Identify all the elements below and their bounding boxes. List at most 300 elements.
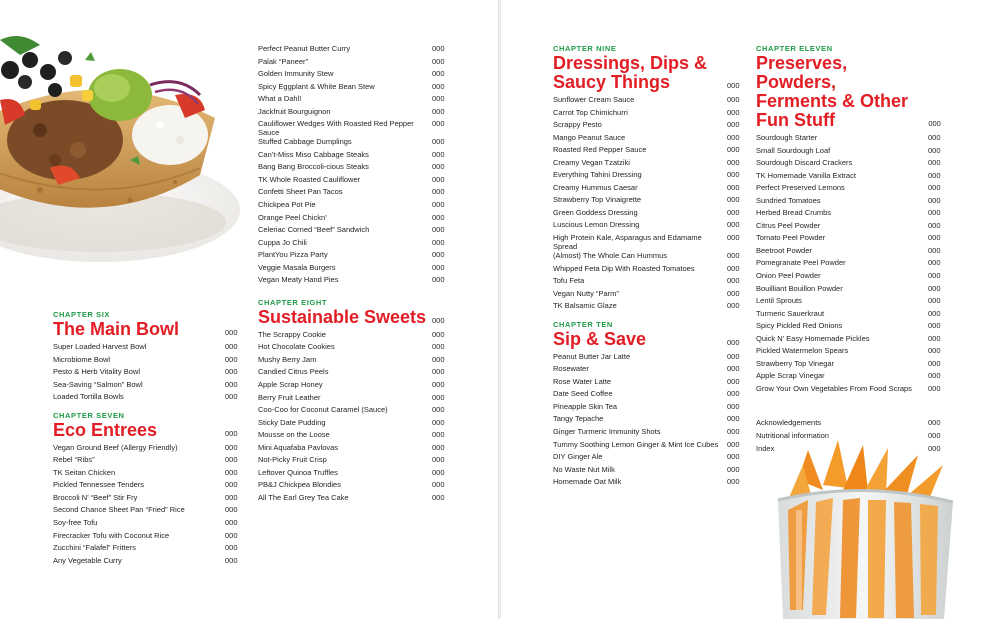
page-number: 000 (225, 428, 238, 438)
entry-title: Pineapple Skin Tea (553, 401, 618, 411)
entry-title: Vegan Ground Beef (Allergy Friendly) (53, 442, 178, 452)
entry-title: Green Goddess Dressing (553, 207, 638, 217)
entry-title: Creamy Hummus Caesar (553, 182, 638, 192)
page-number: 000 (432, 212, 445, 222)
page-number: 000 (432, 367, 445, 377)
column-3 (553, 44, 743, 490)
entry-title: Candied Citrus Peels (258, 367, 329, 377)
entry-title: Coo-Coo for Coconut Caramel (Sauce) (258, 405, 388, 415)
page-number: 000 (928, 283, 941, 293)
entry-title: Sunflower Cream Sauce (553, 95, 635, 104)
page-number: 000 (432, 162, 445, 172)
toc-entry (258, 480, 448, 493)
column-1 (53, 310, 241, 568)
toc-entry (553, 264, 743, 277)
entry-title: Mushy Berry Jam (258, 354, 317, 364)
toc-entry (258, 405, 448, 418)
chapter-eleven-section (756, 44, 944, 396)
page-number: 000 (727, 414, 740, 424)
toc-entry (258, 94, 448, 107)
entry-title: Beetroot Powder (756, 245, 812, 255)
toc-entry (756, 233, 944, 246)
toc-entry (553, 414, 743, 427)
page-number: 000 (432, 430, 445, 440)
page-number: 000 (727, 477, 740, 487)
entry-title: Tomato Peel Powder (756, 233, 826, 243)
toc-entry (756, 321, 944, 334)
page-number: 000 (432, 149, 445, 159)
chapter-label: CHAPTER ELEVEN (756, 44, 833, 53)
entry-title: Hot Chocolate Cookies (258, 342, 335, 352)
page-number: 000 (727, 207, 740, 217)
entry-title: Sundried Tomatoes (756, 195, 821, 205)
toc-entry (553, 120, 743, 133)
toc-entry (553, 183, 743, 196)
entry-title: Ginger Turmeric Immunity Shots (553, 427, 661, 437)
page-number: 000 (928, 443, 941, 453)
page-number: 000 (432, 492, 445, 502)
entry-title: Cuppa Jo Chili (258, 237, 307, 247)
chapter-six-section (53, 310, 241, 405)
page-number: 000 (727, 301, 740, 311)
chapter-title-line: Saucy Things (553, 72, 671, 92)
entry-title: Tangy Tepache (553, 414, 604, 424)
page-number: 000 (432, 405, 445, 415)
chapter-title (553, 330, 646, 349)
entry-title: Citrus Peel Powder (756, 220, 821, 230)
page-number: 000 (928, 233, 941, 243)
toc-entry (258, 393, 448, 406)
entry-title: Apple Scrap Vinegar (756, 371, 825, 381)
toc-entry (553, 289, 743, 302)
toc-entry (258, 137, 448, 150)
toc-entry (258, 57, 448, 70)
toc-entry (553, 158, 743, 171)
toc-entry (756, 334, 944, 347)
toc-entry (756, 221, 944, 234)
entry-title: Pickled Watermelon Spears (756, 346, 849, 356)
toc-entry (53, 342, 241, 355)
toc-entry (756, 284, 944, 297)
page-number: 000 (225, 328, 238, 337)
entry-title: Acknowledgements (756, 418, 822, 428)
toc-entry (258, 367, 448, 380)
page-number: 000 (727, 157, 740, 167)
page-number: 000 (432, 174, 445, 184)
entry-title: PB&J Chickpea Blondies (258, 480, 341, 490)
toc-entry (53, 480, 241, 493)
toc-entry (553, 95, 743, 108)
page-number: 000 (432, 392, 445, 402)
page-number: 000 (928, 321, 941, 331)
page-number: 000 (727, 81, 740, 90)
toc-entry (258, 330, 448, 343)
entry-title: Rose Water Latte (553, 376, 612, 386)
toc-entry (553, 440, 743, 453)
entry-title: Orange Peel Chickn’ (258, 212, 327, 222)
chapter-label: CHAPTER EIGHT (258, 297, 328, 307)
page-number: 000 (727, 452, 740, 462)
entry-title: Sourdough Starter (756, 133, 818, 142)
chapter-label: CHAPTER SEVEN (53, 410, 125, 420)
page-number: 000 (928, 431, 941, 441)
page-number: 000 (432, 455, 445, 465)
page-number: 000 (727, 145, 740, 155)
toc-entry (258, 200, 448, 213)
page-number: 000 (727, 220, 740, 230)
page-number: 000 (727, 107, 740, 117)
toc-entry (553, 208, 743, 221)
page-number: 000 (727, 439, 740, 449)
entry-title: Small Sourdough Loaf (756, 145, 831, 155)
entry-title: Not-Picky Fruit Crisp (258, 455, 327, 465)
page-number: 000 (432, 137, 445, 147)
entry-title: Veggie Masala Burgers (258, 262, 336, 272)
page-number: 000 (928, 220, 941, 230)
chapter-title (553, 54, 707, 92)
page-number: 000 (432, 56, 445, 66)
chapter-title-line: Ferments & Other (756, 91, 909, 111)
page-number: 000 (928, 358, 941, 368)
page-number: 000 (432, 380, 445, 390)
entry-title: Mini Aquafaba Pavlovas (258, 442, 339, 452)
page-number: 000 (432, 44, 445, 53)
entry-title: Sourdough Discard Crackers (756, 158, 853, 168)
column-2 (258, 44, 448, 506)
page-number: 000 (928, 145, 941, 155)
page-number: 000 (225, 467, 238, 477)
entry-title: Strawberry Top Vinaigrette (553, 195, 642, 205)
page-number: 000 (928, 170, 941, 180)
page-number: 000 (928, 245, 941, 255)
page-number: 000 (727, 351, 740, 361)
page-number: 000 (432, 200, 445, 210)
page-number: 000 (225, 555, 238, 565)
page-number: 000 (928, 133, 941, 142)
page-number: 000 (225, 543, 238, 553)
entry-title: Mousse on the Loose (258, 430, 330, 440)
chapter-label: CHAPTER TEN (553, 319, 613, 329)
entry-title: Perfect Peanut Butter Curry (258, 44, 351, 53)
page-number: 000 (432, 262, 445, 272)
page-number: 000 (928, 296, 941, 306)
toc-entry (756, 346, 944, 359)
page-number: 000 (432, 237, 445, 247)
page-number: 000 (928, 308, 941, 318)
entry-title: Whipped Feta Dip With Roasted Tomatoes (553, 263, 695, 273)
entry-title: TK Whole Roasted Cauliflower (258, 174, 361, 184)
entry-title: Vegan Meaty Hand Pies (258, 275, 339, 285)
toc-entry (756, 371, 944, 384)
toc-entry (258, 455, 448, 468)
entry-title: Peanut Butter Jar Latte (553, 351, 631, 361)
entry-title: Rosewater (553, 364, 589, 374)
page-number: 000 (727, 195, 740, 205)
toc-entry (258, 119, 448, 137)
toc-entry (53, 556, 241, 569)
toc-entry (258, 263, 448, 276)
entry-title: Rebel “Ribs” (53, 455, 95, 465)
toc-entry (553, 108, 743, 121)
toc-entry (258, 250, 448, 263)
toc-entry (258, 355, 448, 368)
entry-title: Mango Peanut Sauce (553, 132, 626, 142)
entry-title: Homemade Oat Milk (553, 477, 622, 487)
chapter-title-line: Sip & Save (553, 328, 647, 349)
chapter-title-line: Preserves, Powders, (756, 53, 848, 92)
toc-entry (756, 158, 944, 171)
entry-title: Soy-free Tofu (53, 518, 98, 528)
page-number: 000 (928, 183, 941, 193)
toc-entry (258, 107, 448, 120)
entry-title: No Waste Nut Milk (553, 464, 615, 474)
toc-entry (756, 133, 944, 146)
entry-title: TK Balsamic Glaze (553, 301, 617, 311)
page-number: 000 (432, 81, 445, 91)
toc-entry (258, 418, 448, 431)
toc-entry (553, 364, 743, 377)
page-number: 000 (432, 329, 445, 339)
toc-entry (258, 187, 448, 200)
page-number: 000 (432, 442, 445, 452)
entry-title: Chickpea Pot Pie (258, 200, 316, 210)
toc-entry (553, 233, 743, 251)
toc-entry (53, 367, 241, 380)
toc-entry (258, 238, 448, 251)
page-number: 000 (928, 208, 941, 218)
toc-entry (258, 175, 448, 188)
toc-entry (553, 301, 743, 314)
page-number: 000 (432, 225, 445, 235)
page-number: 000 (432, 187, 445, 197)
entry-title: Leftover Quinoa Truffles (258, 467, 338, 477)
entry-title: Carrot Top Chimichurri (553, 107, 628, 117)
candied-peel-jar-photo (768, 440, 958, 619)
page-number: 000 (727, 233, 740, 243)
entry-title: All The Earl Grey Tea Cake (258, 492, 349, 502)
entry-title: Creamy Vegan Tzatziki (553, 157, 630, 167)
page-number: 000 (225, 354, 238, 364)
page-number: 000 (432, 315, 445, 325)
entry-title: Luscious Lemon Dressing (553, 220, 640, 230)
page-number: 000 (928, 158, 941, 168)
entry-title: Cauliflower Wedges With Roasted Red Pepper Sauce (258, 119, 414, 138)
page-number: 000 (225, 367, 238, 377)
toc-entry (258, 213, 448, 226)
toc-entry (756, 359, 944, 372)
toc-entry (258, 430, 448, 443)
page-number: 000 (225, 480, 238, 490)
book-spine (498, 0, 501, 619)
page-number: 000 (727, 120, 740, 130)
page-number: 000 (432, 250, 445, 260)
toc-entry (53, 493, 241, 506)
page-number: 000 (727, 376, 740, 386)
page-number: 000 (928, 371, 941, 381)
page-number: 000 (432, 467, 445, 477)
toc-entry (258, 443, 448, 456)
toc-entry (756, 196, 944, 209)
entry-title: Can’t-Miss Miso Cabbage Steaks (258, 149, 369, 159)
toc-entry (553, 170, 743, 183)
entry-title: Confetti Sheet Pan Tacos (258, 187, 343, 197)
entry-title: Vegan Nutty “Parm” (553, 288, 619, 298)
page-number: 000 (928, 418, 941, 428)
page-number: 000 (225, 379, 238, 389)
toc-entry (258, 150, 448, 163)
column-4 (756, 44, 944, 456)
toc-entry (553, 251, 743, 264)
toc-entry (553, 427, 743, 440)
chapter-ten-section (553, 320, 743, 490)
toc-entry (553, 145, 743, 158)
toc-entry (53, 518, 241, 531)
entry-title: What a Dahl! (258, 94, 302, 104)
page-number: 000 (432, 94, 445, 104)
entry-title: Everything Tahini Dressing (553, 170, 642, 180)
page-number: 000 (432, 106, 445, 116)
entry-title: TK Seitan Chicken (53, 467, 116, 477)
entry-title: Bang Bang Broccoli-cious Steaks (258, 162, 369, 172)
entry-title: Grow Your Own Vegetables From Food Scraps (756, 383, 912, 393)
entry-title: Nutritional information (756, 431, 829, 441)
entry-title: (Almost) The Whole Can Hummus (553, 251, 668, 261)
page-number: 000 (727, 364, 740, 374)
page-number: 000 (432, 342, 445, 352)
toc-entry (258, 82, 448, 95)
entry-title: Second Chance Sheet Pan “Fried” Rice (53, 505, 185, 515)
page-number: 000 (727, 337, 740, 347)
toc-entry (53, 543, 241, 556)
toc-entry (258, 342, 448, 355)
page-number: 000 (225, 455, 238, 465)
toc-entry (53, 380, 241, 393)
toc-entry (553, 477, 743, 490)
page-number: 000 (727, 132, 740, 142)
page-number: 000 (727, 288, 740, 298)
entry-title: Index (756, 443, 775, 453)
page-number: 000 (928, 346, 941, 356)
page-number: 000 (432, 69, 445, 79)
entry-title: Herbed Bread Crumbs (756, 208, 832, 218)
entry-title: Tofu Feta (553, 276, 585, 286)
entry-title: Quick N’ Easy Homemade Pickles (756, 333, 870, 343)
entry-title: Jackfruit Bourguignon (258, 106, 331, 116)
toc-entry (258, 275, 448, 288)
toc-entry (258, 162, 448, 175)
toc-entry (553, 352, 743, 365)
page-number: 000 (727, 464, 740, 474)
page-number: 000 (727, 95, 740, 104)
toc-entry (53, 505, 241, 518)
page-number: 000 (432, 119, 445, 129)
back-matter-entry (756, 418, 944, 431)
page-number: 000 (225, 442, 238, 452)
toc-entry (553, 276, 743, 289)
chapter-title-line: Dressings, Dips & (553, 53, 708, 73)
page-number: 000 (727, 263, 740, 273)
entry-title: Broccoli N’ “Beef” Stir Fry (53, 492, 138, 502)
page-number: 000 (928, 119, 941, 128)
entry-title: Spicy Pickled Red Onions (756, 321, 843, 331)
entry-title: Sticky Date Pudding (258, 417, 326, 427)
entry-title: High Protein Kale, Asparagus and Edamame Spread (553, 233, 702, 252)
toc-entry (553, 389, 743, 402)
entry-title: Stuffed Cabbage Dumplings (258, 137, 352, 147)
entry-title: Pesto & Herb Vitality Bowl (53, 367, 140, 377)
toc-entry (258, 380, 448, 393)
toc-entry (258, 69, 448, 82)
toc-entry (756, 146, 944, 159)
entry-title: Strawberry Top Vinegar (756, 358, 835, 368)
page-number: 000 (727, 389, 740, 399)
chapter-label: CHAPTER SIX (53, 310, 111, 319)
toc-entry (53, 355, 241, 368)
entry-title: TK Homemade Vanilla Extract (756, 170, 856, 180)
page-number: 000 (727, 182, 740, 192)
entry-title: Lentil Sprouts (756, 296, 802, 306)
toc-entry (553, 220, 743, 233)
entry-title: Scrappy Pesto (553, 120, 602, 130)
page-number: 000 (432, 275, 445, 285)
chapter-nine-section (553, 44, 743, 314)
page-number: 000 (727, 170, 740, 180)
toc-entry (258, 44, 448, 57)
entry-title: Celeriac Corned “Beef” Sandwich (258, 225, 370, 235)
page-number: 000 (727, 427, 740, 437)
page-number: 000 (432, 480, 445, 490)
toc-entry (258, 468, 448, 481)
toc-entry (553, 465, 743, 478)
page-number: 000 (928, 383, 941, 393)
page-number: 000 (727, 401, 740, 411)
entry-title: Spicy Eggplant & White Bean Stew (258, 81, 375, 91)
toc-entry (553, 133, 743, 146)
entry-title: Onion Peel Powder (756, 271, 821, 281)
toc-entry (553, 195, 743, 208)
entry-title: Firecracker Tofu with Coconut Rice (53, 530, 170, 540)
entry-title: Super Loaded Harvest Bowl (53, 342, 147, 351)
entry-title: The Scrappy Cookie (258, 329, 326, 339)
page-number: 000 (928, 333, 941, 343)
entry-title: DIY Ginger Ale (553, 452, 603, 462)
entry-title: Perfect Preserved Lemons (756, 183, 845, 193)
toc-entry (756, 246, 944, 259)
chapter-eight-section (258, 298, 448, 506)
chapter-title (756, 54, 928, 130)
entry-title: Roasted Red Pepper Sauce (553, 145, 647, 155)
chapter-seven-section (53, 411, 241, 568)
page-number: 000 (928, 258, 941, 268)
toc-entry (553, 452, 743, 465)
page-number: 000 (225, 518, 238, 528)
toc-entry (756, 271, 944, 284)
toc-entry (258, 225, 448, 238)
toc-entry (53, 443, 241, 456)
page-number: 000 (225, 492, 238, 502)
entry-title: Zucchini “Falafel” Fritters (53, 543, 136, 553)
toc-entry (756, 384, 944, 397)
page-number: 000 (225, 342, 238, 351)
toc-entry (756, 296, 944, 309)
toc-entry (756, 208, 944, 221)
entry-title: PlantYou Pizza Party (258, 250, 328, 260)
entry-title: Bouilliant Bouillon Powder (756, 283, 843, 293)
toc-entry (756, 309, 944, 322)
page-number: 000 (727, 276, 740, 286)
entry-title: Loaded Tortilla Bowls (53, 392, 124, 402)
entry-title: Golden Immunity Stew (258, 69, 334, 79)
